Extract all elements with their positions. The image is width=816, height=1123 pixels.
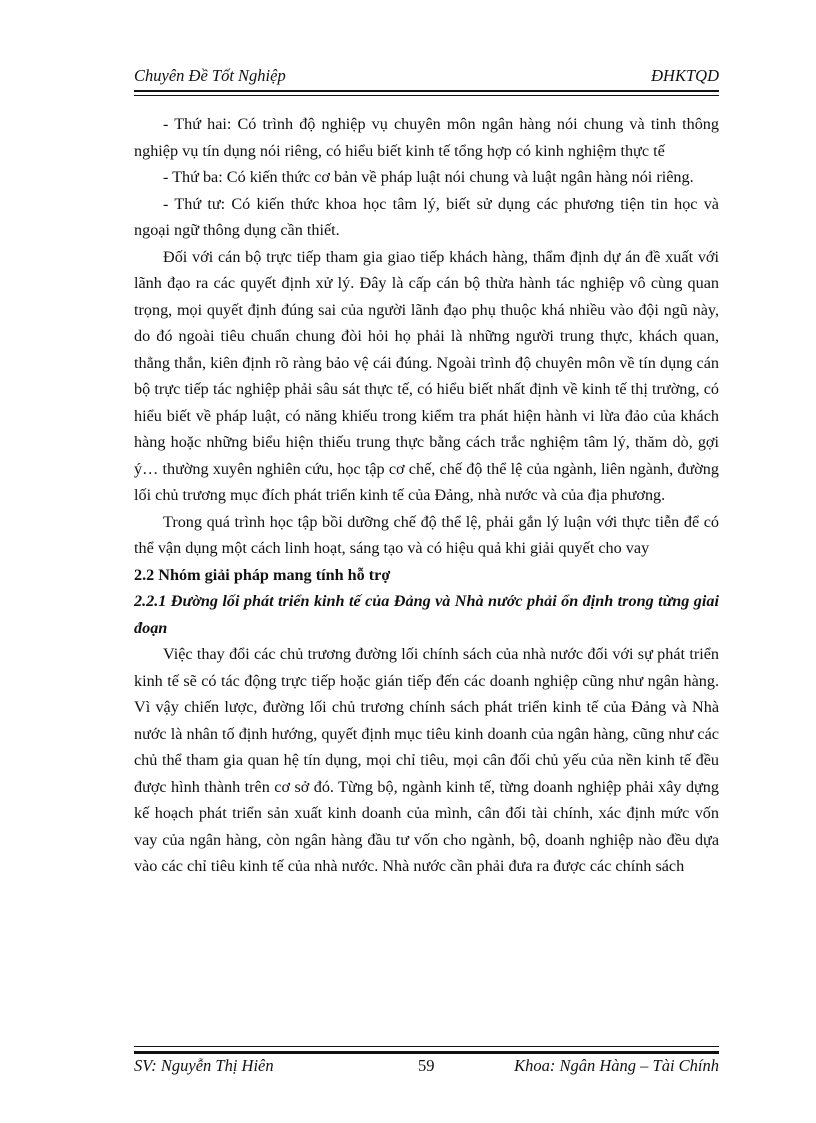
subsection-heading: 2.2.1 Đường lối phát triển kinh tế của Đảng và Nhà nước phải ổn định trong từng giai đoạn bbox=[134, 592, 719, 637]
footer-faculty: Khoa: Ngân Hàng – Tài Chính bbox=[514, 1056, 719, 1075]
header-title: Chuyên Đề Tốt Nghiệp bbox=[134, 66, 286, 85]
paragraph-can-bo-truc-tiep: Đối với cán bộ trực tiếp tham gia giao tiếp khách hàng, thẩm định dự án đề xuất với lãnh đạo ra các quyết định xử lý. Đây là cấp cán bộ thừa hành tác nghiệp vô cùng quan trọng, mọi quyết định đúng sai của người lãnh đạo phụ thuộc khá nhiều vào đội ngũ này, do đó ngoài tiêu chuẩn chung đòi hỏi họ phải là những người trung thực, khách quan, thẳng thắn, kiên định rõ ràng bảo vệ cái đúng. Ngoài trình độ chuyên môn về tín dụng cán bộ trực tiếp tác nghiệp phải sâu sát thực tế, có hiểu biết nhất định về kinh tế thị trường, có hiểu biết về pháp luật, có năng khiếu trong kiểm tra phát hiện hành vi lừa đảo của khách hàng hoặc những biểu hiện thiếu trung thực bằng cách trắc nghiệm tâm lý, thăm dò, gợi ý… thường xuyên nghiên cứu, học tập cơ chế, chế độ thể lệ của ngành, liên ngành, đường lối chủ trương mục đích phát triển kinh tế của Đảng, nhà nước và của địa phương. bbox=[134, 247, 719, 504]
header-school: ĐHKTQD bbox=[651, 66, 719, 85]
page-footer bbox=[134, 1054, 719, 1078]
section-heading: 2.2 Nhóm giải pháp mang tính hỗ trợ bbox=[134, 565, 391, 584]
page-header bbox=[134, 64, 719, 88]
header-rule bbox=[134, 90, 719, 96]
paragraph-thay-doi-chu-truong: Việc thay đổi các chủ trương đường lối chính sách của nhà nước đối với sự phát triển kinh tế sẽ có tác động trực tiếp hoặc gián tiếp đến các doanh nghiệp cũng như ngân hàng. Vì vậy chiến lược, đường lối chủ trương chính sách phát triển kinh tế của Đảng và Nhà nước là nhân tố định hướng, quyết định mục tiêu kinh doanh của ngân hàng, cũng như các chủ thể tham gia quan hệ tín dụng, mọi chỉ tiêu, mọi cân đối chủ yếu của nền kinh tế đều được hình thành trên cơ sở đó. Từng bộ, ngành kinh tế, từng doanh nghiệp phải xây dựng kế hoạch phát triển sản xuất kinh doanh của mình, cân đối tài chính, xác định mức vốn vay của ngân hàng, còn ngân hàng đầu tư vốn cho ngành, bộ, doanh nghiệp nào đều dựa vào các chỉ tiêu kinh tế của nhà nước. Nhà nước cần phải đưa ra được các chính sách bbox=[134, 645, 719, 875]
footer-student: SV: Nguyễn Thị Hiên bbox=[134, 1056, 274, 1075]
paragraph-thu-hai: - Thứ hai: Có trình độ nghiệp vụ chuyên môn ngân hàng nói chung và tinh thông nghiệp vụ tín dụng nói riêng, có hiểu biết kinh tế tổng hợp có kinh nghiệm thực tế bbox=[134, 115, 719, 160]
footer-rule bbox=[134, 1046, 719, 1054]
document-body bbox=[134, 111, 719, 880]
paragraph-thu-tu: - Thứ tư: Có kiến thức khoa học tâm lý, biết sử dụng các phương tiện tin học và ngoại ngữ thông dụng cần thiết. bbox=[134, 194, 719, 239]
paragraph-hoc-tap-boi-duong: Trong quá trình học tập bồi dưỡng chế độ thể lệ, phải gắn lý luận với thực tiễn để có thể vận dụng một cách linh hoạt, sáng tạo và có hiệu quả khi giải quyết cho vay bbox=[134, 512, 719, 557]
page-number: 59 bbox=[418, 1056, 435, 1075]
paragraph-thu-ba: - Thứ ba: Có kiến thức cơ bản về pháp luật nói chung và luật ngân hàng nói riêng. bbox=[163, 168, 694, 186]
